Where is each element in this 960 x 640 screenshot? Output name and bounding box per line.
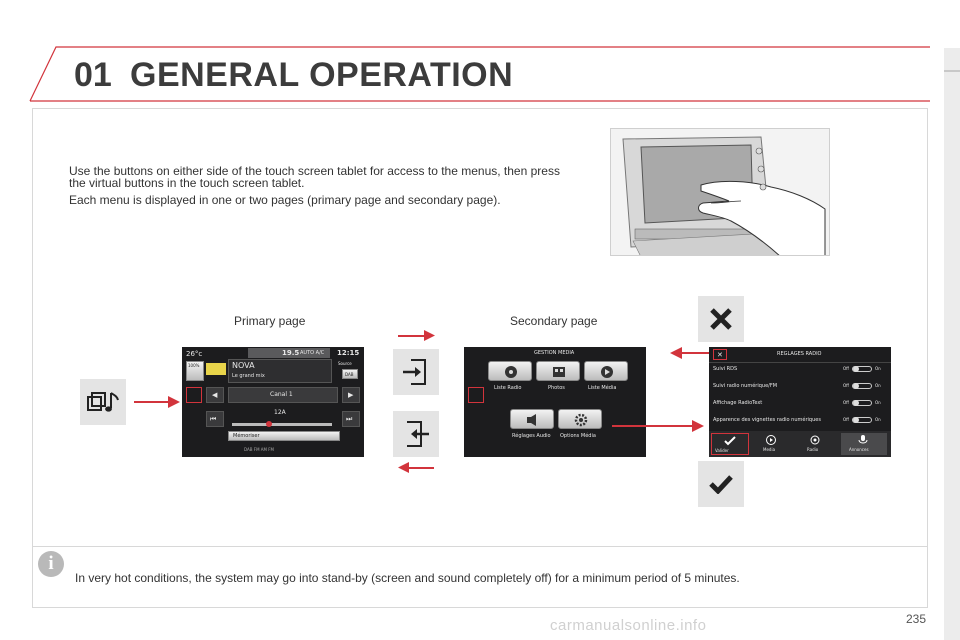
info-icon: i — [38, 551, 64, 577]
arrow-prev-page — [406, 467, 434, 469]
arrow-to-settings-close — [678, 352, 712, 354]
list-button[interactable] — [468, 387, 484, 403]
primary-page-screen — [182, 347, 364, 457]
memorise-button[interactable]: Mémoriser — [228, 431, 340, 441]
temp-label: 26°c — [186, 350, 203, 358]
station-logo — [206, 363, 226, 375]
radio-list-label: Liste Radio — [494, 385, 522, 391]
audio-settings-label: Réglages Audio — [512, 433, 551, 439]
arrowhead-left — [398, 462, 409, 473]
source-label: Source — [338, 361, 352, 366]
media-options-label: Options Média — [560, 433, 596, 439]
station-sub: Le grand mix — [232, 373, 265, 379]
intro-line-2: the virtual buttons in the touch screen tablet. — [69, 176, 305, 190]
radio-list-button[interactable] — [488, 361, 532, 381]
page-forward-icon — [401, 358, 431, 386]
toggle-switch[interactable] — [852, 400, 872, 406]
next-page-button[interactable] — [393, 349, 439, 395]
station-name: NOVA — [232, 361, 255, 370]
arrowhead-right — [424, 330, 435, 341]
setting-row-label: Apparence des vignettes radio numériques — [713, 417, 821, 423]
page-back-icon — [401, 420, 431, 448]
watermark-text: carmanualsonline.info — [550, 617, 707, 634]
intro-line-1: Use the buttons on either side of the touch screen tablet for access to the menus, then press — [69, 164, 560, 178]
toggle-switch[interactable] — [852, 417, 872, 423]
page-title: GENERAL OPERATION — [130, 56, 514, 94]
dashboard-photo — [610, 128, 830, 256]
settings-title: REGLAGES RADIO — [777, 351, 822, 357]
list-button[interactable] — [186, 387, 202, 403]
toggle-switch[interactable] — [852, 366, 872, 372]
prev-button[interactable]: ◀ — [206, 387, 224, 403]
page-number: 235 — [906, 612, 927, 626]
radio-tab[interactable]: Radio — [797, 433, 835, 455]
photos-button[interactable] — [536, 361, 580, 381]
setting-row-label: Affichage RadioText — [713, 400, 763, 406]
play-icon — [765, 435, 777, 445]
info-note: In very hot conditions, the system may go into stand-by (screen and sound completely off) for a minimum period of 5 minutes. — [75, 571, 740, 585]
caption-secondary-page: Secondary page — [510, 314, 598, 328]
media-list-label: Liste Média — [588, 385, 617, 391]
check-icon — [724, 436, 736, 446]
setting-row-label: Suivi RDS — [713, 366, 738, 372]
dab-button[interactable]: DAB — [342, 369, 358, 379]
band-selector[interactable]: DAB FM AM FM — [244, 447, 274, 452]
arrow-next-page — [398, 335, 426, 337]
radio-icon — [809, 435, 821, 445]
auto-ac-label: AUTO A/C — [300, 350, 325, 356]
play-icon — [600, 365, 614, 379]
arrowhead-left — [670, 347, 682, 359]
arrow-to-settings — [612, 425, 696, 427]
audio-settings-button[interactable] — [510, 409, 554, 429]
gear-icon — [574, 413, 588, 427]
media-options-button[interactable] — [558, 409, 602, 429]
validate-tab[interactable]: Valider — [711, 433, 749, 455]
secondary-page-screen — [464, 347, 646, 457]
media-list-button[interactable] — [584, 361, 628, 381]
radio-settings-screen: ✕ REGLAGES RADIO Suivi RDS Off On Suivi radio numérique/FM Off On Affichage RadioText Off On Apparence des vignettes radio numériques Off On Valider Media Radio Annonces — [709, 347, 891, 457]
audio-icon — [526, 413, 540, 427]
skip-forward-button[interactable]: ⏭ — [342, 411, 360, 427]
microphone-icon — [857, 435, 869, 445]
validate-button[interactable] — [698, 461, 744, 507]
clock-label: 12:15 — [337, 349, 360, 357]
previous-page-button[interactable] — [393, 411, 439, 457]
toggle-switch[interactable] — [852, 383, 872, 389]
chapter-number: 01 — [74, 56, 112, 94]
photos-label: Photos — [548, 385, 565, 391]
media-button[interactable] — [80, 379, 126, 425]
caption-primary-page: Primary page — [234, 314, 306, 328]
announcements-tab[interactable]: Annonces — [841, 433, 887, 455]
settings-close-button[interactable]: ✕ — [713, 349, 727, 360]
channel-label: Canal 1 — [270, 391, 293, 398]
check-icon — [709, 474, 733, 494]
media-title: GESTION MEDIA — [534, 350, 575, 356]
setting-row-label: Suivi radio numérique/FM — [713, 383, 778, 389]
close-button[interactable] — [698, 296, 744, 342]
pct-tile[interactable]: 100% — [186, 361, 204, 381]
arrowhead-right — [168, 396, 180, 408]
intro-line-3: Each menu is displayed in one or two pages (primary page and secondary page). — [69, 193, 501, 207]
arrowhead-right — [692, 420, 704, 432]
media-icon — [85, 387, 121, 417]
skip-back-button[interactable]: ⏮ — [206, 411, 224, 427]
fan-label: 19.5 — [282, 349, 300, 357]
mux-label: 12A — [274, 409, 286, 416]
close-icon — [709, 307, 733, 331]
side-tab-strip — [944, 48, 960, 640]
info-separator — [32, 546, 928, 547]
media-tab[interactable]: Media — [753, 433, 791, 455]
radio-icon — [504, 365, 518, 379]
photos-icon — [552, 365, 566, 379]
next-button[interactable]: ▶ — [342, 387, 360, 403]
